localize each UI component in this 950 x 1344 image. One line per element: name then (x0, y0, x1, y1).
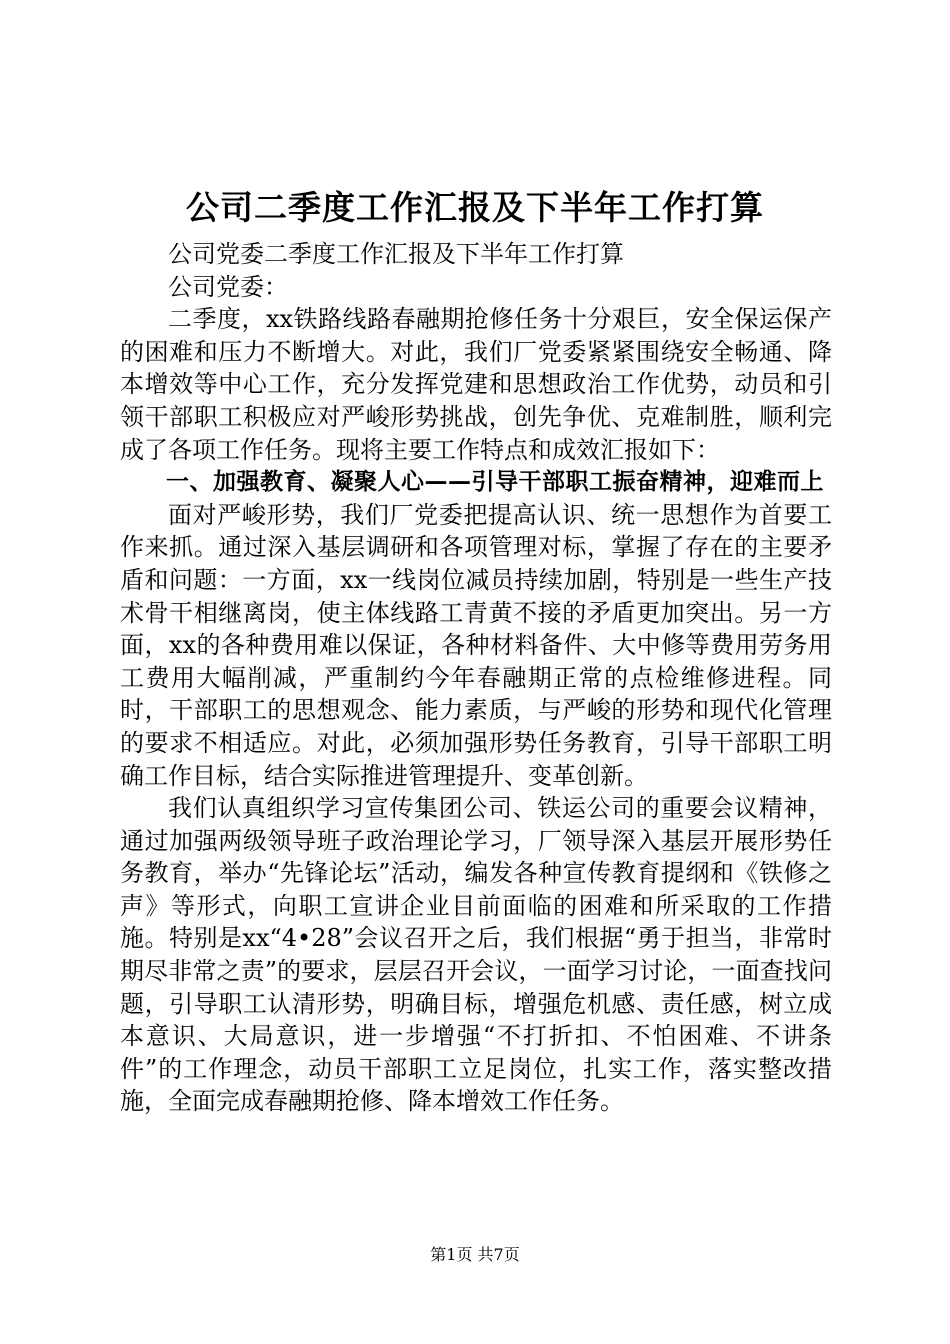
paragraph-body-2: 我们认真组织学习宣传集团公司、铁运公司的重要会议精神，通过加强两级领导班子政治理论学习，厂领导深入基层开展形势任务教育，举办“先锋论坛”活动，编发各种宣传教育提纲和《铁修之声》等形式，向职工宣讲企业目前面临的困难和所采取的工作措施。特别是xx“4•28”会议召开之后，我们根据“勇于担当，非常时期尽非常之责”的要求，层层召开会议，一面学习讨论，一面查找问题，引导职工认清形势，明确目标，增强危机感、责任感，树立成本意识、大局意识，进一步增强“不打折扣、不怕困难、不讲条件”的工作理念，动员干部职工立足岗位，扎实工作，落实整改措施，全面完成春融期抢修、降本增效工作任务。 (120, 794, 832, 1116)
paragraph-subtitle: 公司党委二季度工作汇报及下半年工作打算 (168, 240, 624, 268)
paragraph-body-1: 面对严峻形势，我们厂党委把提高认识、统一思想作为首要工作来抓。通过深入基层调研和各项管理对标，掌握了存在的主要矛盾和问题：一方面，xx一线岗位减员持续加剧，特别是一些生产技术骨干相继离岗，使主体线路工青黄不接的矛盾更加突出。另一方面，xx的各种费用难以保证，各种材料备件、大中修等费用劳务用工费用大幅削减，严重制约今年春融期正常的点检维修进程。同时，干部职工的思想观念、能力素质，与严峻的形势和现代化管理的要求不相适应。对此，必须加强形势任务教育，引导干部职工明确工作目标，结合实际推进管理提升、变革创新。 (120, 500, 832, 790)
paragraph-intro: 二季度，xx铁路线路春融期抢修任务十分艰巨，安全保运保产的困难和压力不断增大。对此，我们厂党委紧紧围绕安全畅通、降本增效等中心工作，充分发挥党建和思想政治工作优势，动员和引领干部职工积极应对严峻形势挑战，创先争优、克难制胜，顺利完成了各项工作任务。现将主要工作特点和成效汇报如下： (120, 305, 832, 464)
document-body (120, 238, 832, 1118)
document-title: 公司二季度工作汇报及下半年工作打算 (186, 188, 764, 227)
section-heading-1: 一、加强教育、凝聚人心——引导干部职工振奋精神，迎难而上 (166, 469, 824, 496)
paragraph-salutation: 公司党委： (168, 272, 288, 301)
page-footer: 第1页 共7页 (430, 1245, 520, 1264)
